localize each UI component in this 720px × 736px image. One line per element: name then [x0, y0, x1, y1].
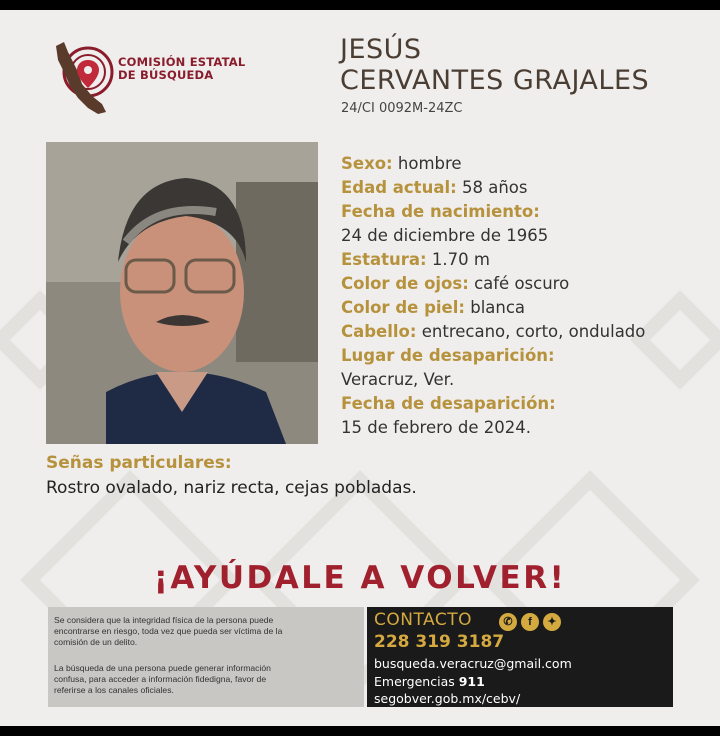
sexo-label: Sexo: — [341, 154, 393, 173]
disclaimer-line: Se considera que la integridad física de la persona puede — [54, 615, 274, 625]
nacimiento-label: Fecha de nacimiento: — [341, 202, 540, 221]
logo-line2: DE BÚSQUEDA — [118, 68, 214, 82]
contact-title: CONTACTO — [374, 610, 472, 630]
missing-person-poster — [0, 10, 720, 726]
person-photo — [46, 142, 318, 444]
disclaimer-line: La búsqueda de una persona puede generar información — [54, 663, 271, 673]
person-first-name: JESÚS — [340, 34, 422, 65]
person-name — [340, 34, 649, 96]
contact-email[interactable]: busqueda.veracruz@gmail.com — [374, 656, 572, 671]
emergencias-line — [374, 674, 485, 689]
edad-value: 58 años — [461, 178, 528, 197]
senas-text: Rostro ovalado, nariz recta, cejas pobladas. — [46, 478, 417, 498]
disclaimer-line: confusa, para acceder a información fidedigna, favor de — [54, 674, 267, 684]
sexo-value: hombre — [397, 154, 462, 173]
facebook-icon[interactable]: f — [521, 613, 539, 631]
cabello-label: Cabello: — [341, 322, 417, 341]
contact-icons — [499, 613, 561, 631]
twitter-icon[interactable]: ✦ — [543, 613, 561, 631]
contact-phone[interactable]: 228 319 3187 — [374, 632, 505, 652]
logo-text — [118, 56, 245, 82]
disclaimer-line: encontrarse en riesgo, toda vez que pueda ser víctima de la — [54, 626, 283, 636]
edad-label: Edad actual: — [341, 178, 457, 197]
whatsapp-icon[interactable]: ✆ — [499, 613, 517, 631]
lugar-label: Lugar de desaparición: — [341, 346, 555, 365]
piel-label: Color de piel: — [341, 298, 465, 317]
estatura-value: 1.70 m — [431, 250, 490, 269]
fecha-desaparicion-value: 15 de febrero de 2024. — [341, 418, 531, 437]
nacimiento-value: 24 de diciembre de 1965 — [341, 226, 549, 245]
disclaimer-box — [48, 607, 364, 707]
detail-estatura — [341, 248, 701, 272]
disclaimer-paragraph-1 — [54, 615, 360, 648]
disclaimer-paragraph-2 — [54, 663, 360, 696]
detail-edad — [341, 176, 701, 200]
contact-box — [367, 607, 673, 707]
estatura-label: Estatura: — [341, 250, 427, 269]
emergencias-label: Emergencias — [374, 674, 455, 689]
cabello-value: entrecano, corto, ondulado — [421, 322, 646, 341]
detail-ojos — [341, 272, 701, 296]
emergencias-number[interactable]: 911 — [458, 674, 485, 689]
ojos-label: Color de ojos: — [341, 274, 469, 293]
person-last-name: CERVANTES GRAJALES — [340, 65, 650, 96]
lugar-value: Veracruz, Ver. — [341, 370, 455, 389]
person-details — [341, 152, 701, 440]
detail-piel — [341, 296, 701, 320]
piel-value: blanca — [470, 298, 526, 317]
disclaimer-line: comisión de un delito. — [54, 637, 138, 647]
detail-sexo — [341, 152, 701, 176]
case-folio: 24/CI 0092M-24ZC — [341, 101, 463, 116]
logo-line1: COMISIÓN ESTATAL — [118, 55, 246, 69]
headline: ¡AYÚDALE A VOLVER! — [153, 560, 567, 596]
detail-cabello — [341, 320, 701, 344]
fecha-desaparicion-label: Fecha de desaparición: — [341, 394, 556, 413]
ojos-value: café oscuro — [474, 274, 570, 293]
senas-title: Señas particulares: — [46, 453, 232, 473]
contact-website[interactable]: segobver.gob.mx/cebv/ — [374, 691, 521, 706]
disclaimer-line: referirse a los canales oficiales. — [54, 685, 174, 695]
map-pin-veracruz-icon — [48, 38, 120, 120]
